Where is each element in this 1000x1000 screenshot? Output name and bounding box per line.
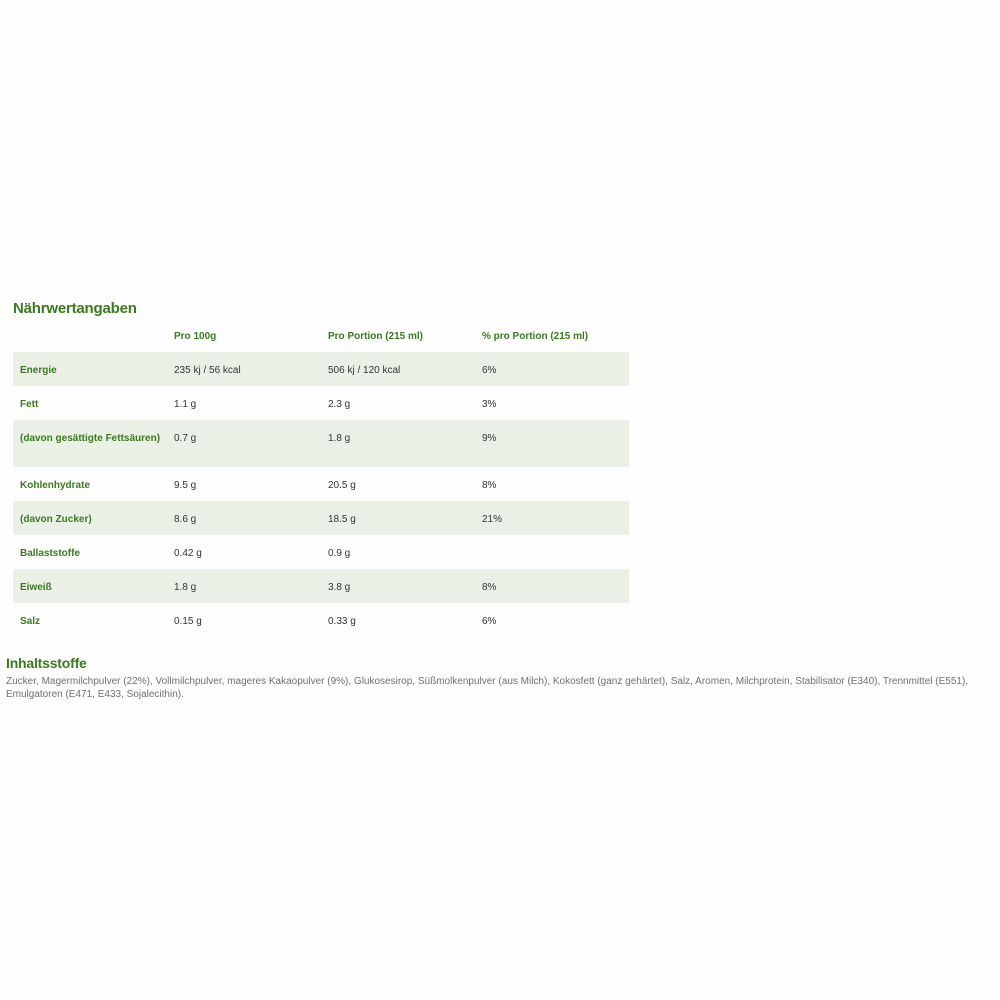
value-percent: [475, 535, 629, 569]
table-row-fett: [13, 386, 629, 420]
ingredients-title: Inhaltsstoffe: [6, 655, 87, 671]
value-per-100g: 0.7 g: [167, 420, 321, 467]
value-per-portion: 2.3 g: [328, 399, 351, 410]
table-row-ballaststoffe: [13, 535, 629, 569]
value-per-portion: 1.8 g: [321, 420, 475, 467]
value-per-portion: 0.33 g: [328, 616, 356, 627]
row-label: (davon Zucker): [13, 501, 167, 535]
row-label: Ballaststoffe: [20, 548, 81, 559]
value-per-100g: 0.15 g: [174, 616, 202, 627]
value-per-portion: 18.5 g: [321, 501, 475, 535]
table-row-zucker: [13, 501, 629, 535]
row-label: (davon gesättigte Fettsäuren): [13, 420, 167, 467]
value-per-100g: 235 kj / 56 kcal: [167, 352, 321, 386]
value-per-portion: 20.5 g: [328, 480, 356, 491]
value-per-100g: 8.6 g: [167, 501, 321, 535]
value-percent: 6%: [482, 616, 497, 627]
column-header-per-100g: Pro 100g: [174, 330, 217, 342]
column-header-per-portion: Pro Portion (215 ml): [328, 330, 424, 342]
table-row-kohlenhydrate: [13, 467, 629, 501]
value-percent: 8%: [482, 480, 497, 491]
value-per-100g: 0.42 g: [174, 548, 202, 559]
ingredients-text: Zucker, Magermilchpulver (22%), Vollmilchpulver, mageres Kakaopulver (9%), Glukosesirop, Süßmolkenpulver (aus Milch), Kokosfett (ganz gehärtet), Salz, Aromen, Milchprotein, Stabilisator (E340), Trennmittel (E551), Emulgatoren (E471, E433, Sojalecithin).: [6, 676, 969, 700]
value-percent: 21%: [475, 501, 629, 535]
value-percent: 6%: [475, 352, 629, 386]
row-label: Eiweiß: [13, 569, 167, 603]
value-per-100g: 1.1 g: [174, 399, 197, 410]
value-per-portion: 3.8 g: [321, 569, 475, 603]
value-percent: 3%: [482, 399, 497, 410]
row-label: Salz: [20, 616, 41, 627]
table-row-gesaettigte-fettsaeuren: [13, 420, 629, 467]
value-per-portion: 0.9 g: [328, 548, 351, 559]
row-label: Kohlenhydrate: [20, 480, 91, 491]
value-per-portion: 506 kj / 120 kcal: [321, 352, 475, 386]
value-per-100g: 1.8 g: [167, 569, 321, 603]
value-per-100g: 9.5 g: [174, 480, 197, 491]
row-label: Fett: [20, 399, 39, 410]
value-percent: 8%: [475, 569, 629, 603]
nutrition-table: [13, 320, 629, 633]
table-row-salz: [13, 603, 629, 633]
value-percent: 9%: [475, 420, 629, 467]
table-header-row: [13, 320, 629, 352]
column-header-percent-portion: % pro Portion (215 ml): [482, 330, 589, 342]
column-header-nutrient: [13, 320, 167, 352]
table-row-energie: [13, 352, 629, 386]
nutrition-title: Nährwertangaben: [13, 300, 137, 317]
table-row-eiweiss: [13, 569, 629, 603]
row-label: Energie: [13, 352, 167, 386]
